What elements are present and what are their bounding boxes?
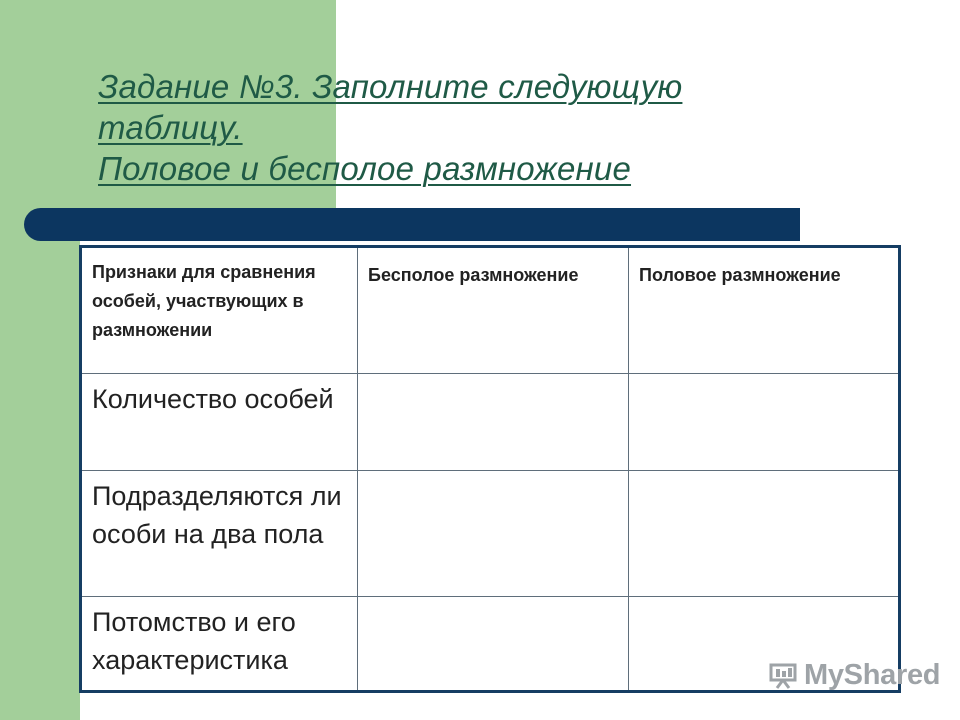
green-side-band xyxy=(0,0,80,720)
row-label-count: Количество особей xyxy=(81,374,358,471)
title-line-3: Половое и бесполое размножение xyxy=(98,150,632,187)
title-line-1: Задание №3. Заполните следующую xyxy=(98,68,683,105)
cell-asexual-count[interactable] xyxy=(358,374,629,471)
cell-sexual-sexes[interactable] xyxy=(629,471,900,597)
header-cell-asexual: Бесполое размножение xyxy=(358,247,629,374)
cell-sexual-count[interactable] xyxy=(629,374,900,471)
presentation-icon xyxy=(768,662,798,690)
header-cell-sexual: Половое размножение xyxy=(629,247,900,374)
comparison-table xyxy=(79,245,901,693)
cell-asexual-sexes[interactable] xyxy=(358,471,629,597)
decorative-navy-bar xyxy=(24,208,800,241)
row-label-offspring: Потомство и его характеристика xyxy=(81,597,358,692)
watermark xyxy=(768,659,940,692)
table-row xyxy=(81,374,900,471)
table-header-row xyxy=(81,247,900,374)
slide-title xyxy=(98,66,818,189)
table-row xyxy=(81,471,900,597)
watermark-text: MyShared xyxy=(804,659,941,691)
cell-asexual-offspring[interactable] xyxy=(358,597,629,692)
title-line-2: таблицу. xyxy=(98,109,243,146)
header-cell-criteria: Признаки для сравнения особей, участвующих в размножении xyxy=(81,247,358,374)
row-label-sexes: Подразделяются ли особи на два пола xyxy=(81,471,358,597)
